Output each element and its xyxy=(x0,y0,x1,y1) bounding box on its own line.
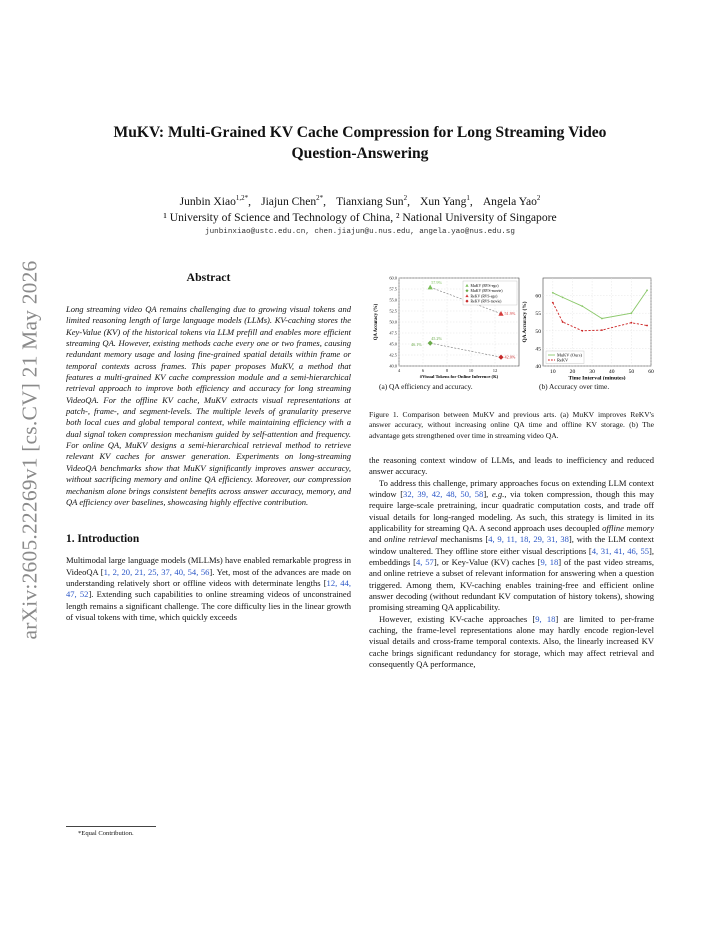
y-tick-label: 45 xyxy=(535,346,541,353)
text-run: ]. Yet, most of the advances are made on understanding relatively short or offline videos with determinate lengths [ xyxy=(66,566,352,588)
author-affiliation-mark: 2 xyxy=(536,194,541,202)
figure-1 xyxy=(369,268,654,396)
author-block xyxy=(90,190,630,226)
data-label: 45.2% xyxy=(431,336,443,342)
legend-entry: ReKV (RVS-ego) xyxy=(470,294,498,299)
data-point xyxy=(552,302,554,304)
x-tick-label: 4 xyxy=(397,368,401,373)
data-point xyxy=(581,330,583,332)
data-point xyxy=(601,318,603,320)
citation-link[interactable]: 4, 31, 41, 46, 55 xyxy=(591,545,650,556)
data-point xyxy=(552,292,554,294)
figure-1-caption: Figure 1. Comparison between MuKV and previous arts. (a) MuKV improves ReKV's answer accuracy, without increasing online QA time and offline KV storage. (b) The advantage gets strengthened over time in streaming video QA. xyxy=(369,410,654,440)
x-tick-label: 50 xyxy=(628,369,635,375)
y-tick-label: 50 xyxy=(535,328,541,335)
author-affiliation-mark: 1,2* xyxy=(235,194,249,202)
qa-efficiency-scatter-chart xyxy=(369,268,529,380)
y-axis-label: QA Accuracy (%) xyxy=(374,303,379,341)
y-axis-label: QA Accuracy (%) xyxy=(522,301,528,343)
x-tick-label: 40 xyxy=(608,369,615,375)
x-tick-label: 6 xyxy=(421,368,425,373)
y-tick-label: 55.0 xyxy=(389,297,397,303)
legend-entry: MuKV (RVS-ego) xyxy=(470,284,499,288)
x-tick-label: 30 xyxy=(589,369,595,375)
introduction-heading: 1. Introduction xyxy=(66,533,140,546)
paper-title: MuKV: Multi-Grained KV Cache Compression for Long Streaming Video Question-Answering xyxy=(113,124,607,162)
data-point xyxy=(601,329,603,331)
citation-link[interactable]: 1, 2, 20, 21, 25, 37, 40, 54, 56 xyxy=(103,566,210,577)
right-paragraph-1: the reasoning context window of LLMs, and leads to inefficiency and reduced answer accuracy. xyxy=(369,454,654,477)
author-name: Jiajun Chen$^{2*}$, xyxy=(261,194,327,208)
data-label: 51.9% xyxy=(504,311,516,317)
legend-entry: ReKV xyxy=(557,357,569,363)
author-name: Xun Yang$^1$, xyxy=(420,194,473,208)
accuracy-over-time-line-chart xyxy=(519,268,655,380)
text-run: ] are limited to per-frame caching, the frame-level representations alone may hardly encode region-level visual details and cross-frame temporal contexts. Also, the linearly increased KV cache brings significant redundancy for storage, which may affect retrieval and consequently QA performance, xyxy=(369,613,654,670)
data-point xyxy=(562,296,564,298)
figure-1a xyxy=(369,268,529,396)
text-run: offline memory xyxy=(602,522,654,533)
data-point xyxy=(562,321,564,323)
right-paragraph-3 xyxy=(369,614,654,671)
subcaption-a: (a) QA efficiency and accuracy. xyxy=(379,382,473,391)
legend-entry: ReKV (RVS-movie) xyxy=(470,299,502,304)
text-run: online retrieval xyxy=(384,534,438,545)
footnote-equal-contribution: *Equal Contribution. xyxy=(78,830,134,837)
text-run: To address this challenge, primary approaches focus on extending LLM context window [ xyxy=(369,477,654,499)
x-axis-label: Time Interval (minutes) xyxy=(568,375,626,380)
author-name: Junbin Xiao$^{1,2*}$, xyxy=(179,194,252,208)
right-column xyxy=(369,268,654,670)
author-affiliation-mark: 1 xyxy=(466,194,470,202)
data-point xyxy=(630,312,632,314)
y-tick-label: 55 xyxy=(535,311,541,318)
abstract-body: Long streaming video QA remains challenging due to growing visual tokens and limited reasoning length of large language models (LLMs). KV-caching stores the Key-Value (KV) of the historical tokens via LLM prefill and enables more efficient streaming QA. However, existing methods cache every one or two frames, causing redundant memory usage and losing fine-grained spatial details within frame or temporal contexts across frames. This paper proposes MuKV, a method that features a multi-grained KV cache compression module and a semi-hierarchical retrieval approach to improve both efficiency and accuracy for long streaming VideoQA. For the offline KV cache, MuKV extracts visual representations at patch-, frame-, and segment-levels. The multiple levels of granularity preserve both local cues and global temporal context, while maintaining efficiency with a dual signal token compression mechanism guided by self-attention and frequency. For online QA, MuKV designs a semi-hierarchical retrieval method to retrieve relevant KV caches for answer generation. Experiments on long-streaming VideoQA benchmarks show that MuKV significantly improves answer accuracy, without sacrificing memory and online QA efficiency. Moreover, our compression mechanism alone brings consistent benefits across answer accuracy, memory, and QA efficiency over baselines, showcasing highly effective contribution. xyxy=(66,304,351,507)
y-tick-label: 50.0 xyxy=(389,319,397,325)
x-tick-label: 10 xyxy=(468,368,474,373)
author-name: Tianxiang Sun$^2$, xyxy=(336,194,411,208)
author-name: Angela Yao$^2$ xyxy=(482,194,541,208)
text-run: ] of the past video streams, and online retrieve a subset of relevant information for answering when a question triggered. Among them, KV-caching enables training-free and efficient online answer decoding (without redundant KV computation of history tokens), showing promising streaming QA applicability. xyxy=(369,556,655,613)
text-run: and xyxy=(369,534,385,545)
legend-entry: MuKV (RVS-movie) xyxy=(470,289,503,294)
text-run: However, existing KV-cache approaches [ xyxy=(379,613,536,624)
data-label: 57.9% xyxy=(431,280,443,286)
text-run: ], xyxy=(483,488,492,499)
text-run: , via token compression, though this may require large-scale pretraining, incur quadratic computation costs, and trade off visual details for long-ranged modeling. As such, this strategy is limited in its applicability for streaming QA. A second approach uses decoupled xyxy=(369,488,655,533)
data-point xyxy=(630,322,632,324)
y-tick-label: 60 xyxy=(535,293,541,300)
citation-link[interactable]: 4, 57 xyxy=(416,556,434,567)
subcaption-b: (b) Accuracy over time. xyxy=(539,382,610,391)
text-run: ]. Extending such capabilities to online streaming videos of unconstrained length remains a significant challenge. The core difficulty lies in the linear growth of visual tokens with time, which quickly exceeds xyxy=(66,589,351,622)
affiliations: ¹ University of Science and Technology of China, ² National University of Singapore xyxy=(163,210,557,224)
y-tick-label: 40.0 xyxy=(389,363,397,369)
abstract-heading: Abstract xyxy=(186,270,231,284)
text-run: ], with the LLM context window unaltered. They offline store either visual descriptions [ xyxy=(369,534,654,556)
arxiv-stamp-text: arXiv:2605.22269v1 [cs.CV] 21 May 2026 xyxy=(17,260,42,640)
y-tick-label: 57.5 xyxy=(389,286,397,292)
text-run: ], or Key-Value (KV) caches [ xyxy=(433,556,541,567)
author-names xyxy=(90,190,630,210)
text-run: Multimodal large language models (MLLMs) have enabled remarkable progress in VideoQA [ xyxy=(66,555,351,577)
y-tick-label: 47.5 xyxy=(389,330,397,336)
x-tick-label: 12 xyxy=(492,368,498,373)
text-run: e.g. xyxy=(491,488,505,499)
text-run: mechanisms [ xyxy=(437,534,489,545)
author-affiliation-mark: 2 xyxy=(403,194,408,202)
data-point xyxy=(646,289,648,291)
citation-link[interactable]: 4, 9, 11, 18, 29, 31, 38 xyxy=(488,534,569,545)
data-point xyxy=(646,325,648,327)
citation-link[interactable]: 12, 44, 47, 52 xyxy=(66,577,351,600)
text-run: ], embeddings [ xyxy=(369,545,654,567)
arxiv-identifier-stamp xyxy=(6,255,54,645)
left-column xyxy=(66,270,351,623)
x-tick-label: 60 xyxy=(648,369,654,375)
y-tick-label: 45.0 xyxy=(389,341,397,347)
author-affiliation-mark: 2* xyxy=(316,194,324,202)
x-tick-label: 8 xyxy=(445,368,449,373)
citation-link[interactable]: 9, 18 xyxy=(535,613,556,624)
data-label: 42.0% xyxy=(504,354,516,360)
citation-link[interactable]: 32, 39, 42, 48, 50, 58 xyxy=(403,488,484,499)
figure-1b xyxy=(519,268,655,396)
y-tick-label: 40 xyxy=(535,364,541,370)
data-point xyxy=(581,305,583,307)
legend-entry: MuKV (Ours) xyxy=(557,352,582,358)
y-tick-label: 60.0 xyxy=(389,275,397,281)
x-tick-label: 10 xyxy=(550,369,556,375)
author-emails: junbinxiao@ustc.edu.cn, chen.jiajun@u.nus.edu, angela.yao@nus.edu.sg xyxy=(205,228,515,236)
data-label: 46.1% xyxy=(410,341,422,347)
footnote-rule xyxy=(66,826,156,827)
intro-paragraph-1 xyxy=(66,555,351,623)
right-paragraph-2 xyxy=(369,478,654,614)
y-tick-label: 42.5 xyxy=(389,352,397,358)
x-tick-label: 20 xyxy=(569,369,576,375)
y-tick-label: 52.5 xyxy=(389,308,397,314)
citation-link[interactable]: 9, 18 xyxy=(540,556,559,567)
x-axis-label: #Visual Tokens for Online Inference (K) xyxy=(419,374,499,379)
